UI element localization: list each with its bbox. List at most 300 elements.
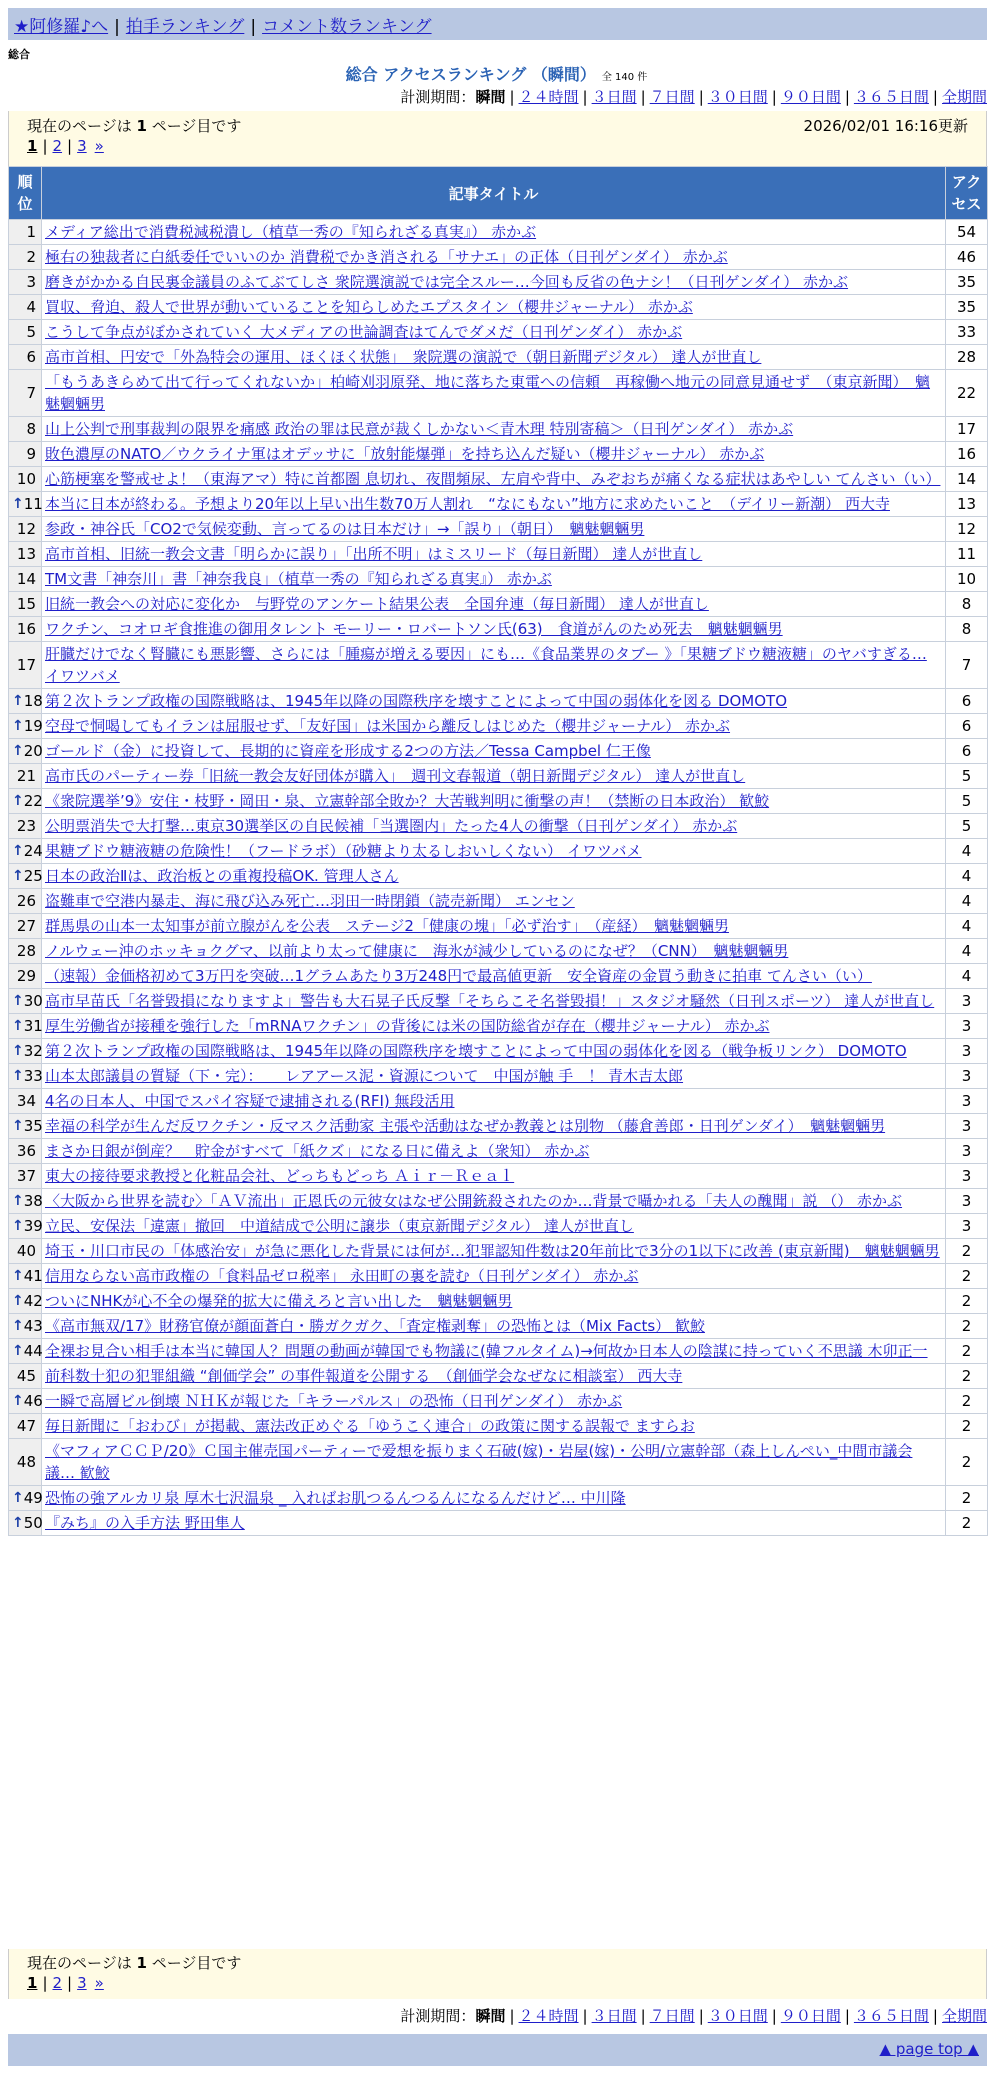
rank-number: 22 bbox=[23, 792, 43, 810]
table-row bbox=[9, 370, 988, 417]
access-count: 33 bbox=[946, 320, 988, 345]
table-row bbox=[9, 517, 988, 542]
access-count: 4 bbox=[946, 914, 988, 939]
article-title-link[interactable]: （速報）金価格初めて3万円を突破…1グラムあたり3万248円で最高値更新 安全資産の金買う動きに拍車 てんさい（い） bbox=[45, 967, 872, 985]
table-row bbox=[9, 295, 988, 320]
article-title-link[interactable]: ゴールド（金）に投資して、長期的に資産を形成する2つの方法／Tessa Campbel 仁王像 bbox=[45, 742, 651, 760]
pager-top bbox=[8, 111, 987, 167]
rank-number: 21 bbox=[16, 767, 36, 785]
period-link-1[interactable]: ２４時間 bbox=[518, 2007, 579, 2025]
article-title-link[interactable]: 厚生労働省が接種を強行した「mRNAワクチン」の背後には米の国防総省が存在（櫻井ジャーナル） 赤かぶ bbox=[45, 1017, 770, 1035]
access-count: 6 bbox=[946, 739, 988, 764]
period-link-7[interactable]: 全期間 bbox=[941, 88, 987, 106]
rank-cell bbox=[9, 789, 42, 814]
access-count: 14 bbox=[946, 467, 988, 492]
article-title-link[interactable]: 買収、脅迫、殺人で世界が動いていることを知らしめたエプスタイン（櫻井ジャーナル） 赤かぶ bbox=[45, 298, 693, 316]
page-top-link[interactable]: ▲ page top ▲ bbox=[879, 2040, 979, 2058]
rank-up-arrow-icon: ↑ bbox=[12, 793, 24, 809]
article-title-link[interactable]: 立民、安保法「違憲」撤回 中道結成で公明に譲歩（東京新聞デジタル） 達人が世直し bbox=[45, 1217, 634, 1235]
rank-number: 7 bbox=[26, 384, 36, 402]
rank-cell bbox=[9, 1389, 42, 1414]
rank-cell bbox=[9, 642, 42, 689]
article-title-link[interactable]: 敗色濃厚のNATO／ウクライナ軍はオデッサに「放射能爆弾」を持ち込んだ疑い（櫻井ジャーナル） 赤かぶ bbox=[45, 445, 765, 463]
table-row bbox=[9, 939, 988, 964]
article-title-link[interactable]: 東大の接待要求教授と化粧品会社、どっちもどっち Ａｉｒ－Ｒｅａｌ bbox=[45, 1167, 515, 1185]
rank-cell bbox=[9, 270, 42, 295]
table-row bbox=[9, 739, 988, 764]
rank-cell bbox=[9, 1339, 42, 1364]
article-title-link[interactable]: こうして争点がぼかされていく 大メディアの世論調査はてんでダメだ（日刊ゲンダイ） 赤かぶ bbox=[45, 323, 683, 341]
article-title-link[interactable]: 第２次トランプ政権の国際戦略は、1945年以降の国際秩序を壊すことによって中国の弱体化を図る DOMOTO bbox=[45, 692, 788, 710]
article-title-link[interactable]: 山上公判で刑事裁判の限界を痛感 政治の罪は民意が裁くしかない＜青木理 特別寄稿＞（日刊ゲンダイ） 赤かぶ bbox=[45, 420, 794, 438]
table-row bbox=[9, 839, 988, 864]
rank-number: 43 bbox=[23, 1317, 43, 1335]
article-title-link[interactable]: 盗難車で空港内暴走、海に飛び込み死亡…羽田一時閉鎖（読売新聞） エンセン bbox=[45, 892, 575, 910]
title-cell bbox=[42, 1189, 946, 1214]
table-header-row bbox=[9, 167, 988, 220]
access-count: 2 bbox=[946, 1264, 988, 1289]
title-cell bbox=[42, 939, 946, 964]
rank-cell bbox=[9, 1014, 42, 1039]
table-row bbox=[9, 1289, 988, 1314]
pagination bbox=[27, 137, 968, 159]
table-row bbox=[9, 542, 988, 567]
rank-cell bbox=[9, 220, 42, 245]
title-cell bbox=[42, 1289, 946, 1314]
page-separator: | bbox=[67, 1974, 73, 1992]
access-count: 8 bbox=[946, 592, 988, 617]
period-separator: | bbox=[844, 88, 850, 106]
rank-cell bbox=[9, 1239, 42, 1264]
article-title-link[interactable]: 公明票消失で大打撃…東京30選挙区の自民候補「当選圏内」たった4人の衝撃（日刊ゲンダイ） 赤かぶ bbox=[45, 817, 738, 835]
article-title-link[interactable]: 磨きがかかる自民裏金議員のふてぶてしさ 衆院選演説では完全スルー…今回も反省の色ナシ！（日刊ゲンダイ） 赤かぶ bbox=[45, 273, 849, 291]
rank-number: 29 bbox=[16, 967, 36, 985]
title-cell bbox=[42, 642, 946, 689]
rank-number: 15 bbox=[16, 595, 36, 613]
article-title-link[interactable]: 4名の日本人、中国でスパイ容疑で逮捕される(RFI) 無段活用 bbox=[45, 1092, 455, 1110]
period-separator: | bbox=[771, 88, 777, 106]
title-cell bbox=[42, 739, 946, 764]
table-row bbox=[9, 1486, 988, 1511]
rank-number: 4 bbox=[26, 298, 36, 316]
title-cell bbox=[42, 764, 946, 789]
rank-up-arrow-icon: ↑ bbox=[12, 718, 24, 734]
access-count: 2 bbox=[946, 1389, 988, 1414]
rank-number: 36 bbox=[16, 1142, 36, 1160]
header-rank: 順位 bbox=[9, 167, 42, 220]
period-separator: | bbox=[844, 2007, 850, 2025]
access-count: 2 bbox=[946, 1239, 988, 1264]
page-title-block bbox=[0, 62, 993, 85]
title-cell bbox=[42, 1139, 946, 1164]
article-title-link[interactable]: 毎日新聞に「おわび」が掲載、憲法改正めぐる「ゆうこく連合」の政策に関する誤報で ますらお bbox=[45, 1417, 695, 1435]
rank-number: 41 bbox=[23, 1267, 43, 1285]
title-cell bbox=[42, 617, 946, 642]
title-cell bbox=[42, 839, 946, 864]
table-row bbox=[9, 567, 988, 592]
table-row bbox=[9, 467, 988, 492]
article-title-link[interactable]: 空母で恫喝してもイランは屈服せず、「友好国」は米国から離反しはじめた（櫻井ジャーナル） 赤かぶ bbox=[45, 717, 731, 735]
title-cell bbox=[42, 689, 946, 714]
table-row bbox=[9, 764, 988, 789]
top-nav-bar bbox=[8, 8, 987, 40]
article-title-link[interactable]: 埼玉・川口市民の「体感治安」が急に悪化した背景には何が…犯罪認知件数は20年前比で3分の1以下に改善 (東京新聞) 魑魅魍魎男 bbox=[45, 1242, 940, 1260]
access-count: 10 bbox=[946, 567, 988, 592]
rank-up-arrow-icon: ↑ bbox=[12, 1393, 24, 1409]
rank-number: 49 bbox=[23, 1489, 43, 1507]
rank-cell bbox=[9, 245, 42, 270]
table-row bbox=[9, 642, 988, 689]
table-row bbox=[9, 1139, 988, 1164]
rank-number: 27 bbox=[16, 917, 36, 935]
rank-up-arrow-icon: ↑ bbox=[12, 1193, 24, 1209]
period-separator: | bbox=[509, 2007, 515, 2025]
title-cell bbox=[42, 295, 946, 320]
article-title-link[interactable]: 恐怖の強アルカリ泉 厚木七沢温泉 _ 入ればお肌つるんつるんになるんだけど… 中川隆 bbox=[45, 1489, 626, 1507]
title-cell bbox=[42, 964, 946, 989]
nav-separator: | bbox=[250, 17, 257, 37]
rank-number: 9 bbox=[26, 445, 36, 463]
article-title-link[interactable]: 極右の独裁者に白紙委任でいいのか 消費税でかき消される「サナエ」の正体（日刊ゲンダイ） 赤かぶ bbox=[45, 248, 728, 266]
access-count: 2 bbox=[946, 1486, 988, 1511]
title-cell bbox=[42, 1214, 946, 1239]
period-link-2[interactable]: ３日間 bbox=[591, 2007, 637, 2025]
article-title-link[interactable]: 《高市無双/17》財務官僚が顔面蒼白・勝ガクガク、「査定権剥奪」の恐怖とは（Mix Facts） 歓鮫 bbox=[45, 1317, 705, 1335]
rank-number: 35 bbox=[23, 1117, 43, 1135]
rank-cell bbox=[9, 1114, 42, 1139]
category-label: 総合 bbox=[8, 48, 30, 61]
rank-number: 40 bbox=[16, 1242, 36, 1260]
page-title: 総合 アクセスランキング （瞬間） bbox=[345, 65, 596, 84]
title-cell bbox=[42, 1414, 946, 1439]
article-title-link[interactable]: 『みち』の入手方法 野田隼人 bbox=[45, 1514, 245, 1532]
period-link-3[interactable]: ７日間 bbox=[649, 88, 695, 106]
rank-up-arrow-icon: ↑ bbox=[12, 1218, 24, 1234]
article-title-link[interactable]: 《衆院選挙’9》安住・枝野・岡田・泉、立憲幹部全敗か？大苦戦判明に衝撃の声！（禁断の日本政治） 歓鮫 bbox=[45, 792, 770, 810]
title-cell bbox=[42, 1339, 946, 1364]
page-current: 1 bbox=[27, 1974, 38, 1992]
access-count: 35 bbox=[946, 270, 988, 295]
table-row bbox=[9, 1064, 988, 1089]
period-link-6[interactable]: ３６５日間 bbox=[853, 88, 929, 106]
page-link-2[interactable]: 2 bbox=[52, 137, 63, 155]
rank-number: 34 bbox=[16, 1092, 36, 1110]
rank-up-arrow-icon: ↑ bbox=[12, 1043, 24, 1059]
article-title-link[interactable]: 高市早苗氏「名誉毀損になりますよ」警告も大石晃子氏反撃「そちらこそ名誉毀損！」スタジオ騒然（日刊スポーツ） 達人が世直し bbox=[45, 992, 935, 1010]
access-count: 7 bbox=[946, 642, 988, 689]
article-title-link[interactable]: 旧統一教会への対応に変化か 与野党のアンケート結果公表 全国弁連（毎日新聞） 達人が世直し bbox=[45, 595, 709, 613]
access-count: 3 bbox=[946, 1189, 988, 1214]
access-count: 54 bbox=[946, 220, 988, 245]
access-count: 2 bbox=[946, 1339, 988, 1364]
page-link-3[interactable]: 3 bbox=[77, 137, 87, 155]
periods-label: 計測期間： bbox=[400, 2007, 476, 2025]
access-count: 16 bbox=[946, 442, 988, 467]
article-title-link[interactable]: ワクチン、コオロギ食推進の御用タレント モーリー・ロバートソン氏(63) 食道がんのため死去 魑魅魍魎男 bbox=[45, 620, 783, 638]
period-link-4[interactable]: ３０日間 bbox=[707, 2007, 768, 2025]
page-separator: | bbox=[42, 137, 48, 155]
rank-cell bbox=[9, 1164, 42, 1189]
rank-cell bbox=[9, 864, 42, 889]
article-title-link[interactable]: ノルウェー沖のホッキョクグマ、以前より太って健康に 海氷が減少しているのになぜ？（CNN） 魑魅魍魎男 bbox=[45, 942, 789, 960]
rank-number: 42 bbox=[23, 1292, 43, 1310]
article-title-link[interactable]: まさか日銀が倒産？ 貯金がすべて「紙クズ」になる日に備えよ（衆知） 赤かぶ bbox=[45, 1142, 590, 1160]
period-separator: | bbox=[698, 88, 704, 106]
access-count: 3 bbox=[946, 1164, 988, 1189]
period-link-3[interactable]: ７日間 bbox=[649, 2007, 695, 2025]
period-current: 瞬間 bbox=[475, 2007, 506, 2025]
access-count: 4 bbox=[946, 839, 988, 864]
pagination-bottom bbox=[27, 1974, 968, 1996]
table-row bbox=[9, 417, 988, 442]
table-row bbox=[9, 1414, 988, 1439]
rank-number: 17 bbox=[16, 656, 36, 674]
rank-number: 19 bbox=[23, 717, 43, 735]
rank-number: 32 bbox=[23, 1042, 43, 1060]
rank-cell bbox=[9, 764, 42, 789]
access-count: 2 bbox=[946, 1289, 988, 1314]
article-title-link[interactable]: 日本の政治Ⅱは、政治板との重複投稿OK. 管理人さん bbox=[45, 867, 399, 885]
table-row bbox=[9, 245, 988, 270]
period-selector-bottom bbox=[400, 2005, 987, 2026]
rank-cell bbox=[9, 714, 42, 739]
table-row bbox=[9, 1189, 988, 1214]
rank-up-arrow-icon: ↑ bbox=[12, 1268, 24, 1284]
article-title-link[interactable]: 第２次トランプ政権の国際戦略は、1945年以降の国際秩序を壊すことによって中国の弱体化を図る（戦争板リンク） DOMOTO bbox=[45, 1042, 907, 1060]
table-row bbox=[9, 1089, 988, 1114]
rank-number: 37 bbox=[16, 1167, 36, 1185]
rank-cell bbox=[9, 1289, 42, 1314]
rank-up-arrow-icon: ↑ bbox=[12, 496, 24, 512]
table-row bbox=[9, 1164, 988, 1189]
rank-number: 16 bbox=[16, 620, 36, 638]
access-count: 11 bbox=[946, 542, 988, 567]
rank-up-arrow-icon: ↑ bbox=[12, 743, 24, 759]
page-link-3[interactable]: 3 bbox=[77, 1974, 87, 1992]
title-cell bbox=[42, 417, 946, 442]
table-row bbox=[9, 1264, 988, 1289]
article-title-link[interactable]: 一瞬で高層ビル倒壊 ＮＨＫが報じた「キラーパルス」の恐怖（日刊ゲンダイ） 赤かぶ bbox=[45, 1392, 623, 1410]
title-cell bbox=[42, 320, 946, 345]
access-count: 4 bbox=[946, 889, 988, 914]
article-title-link[interactable]: 果糖ブドウ糖液糖の危険性！（フードラボ）（砂糖より太るしおいしくない） イワツバメ bbox=[45, 842, 642, 860]
article-title-link[interactable]: 全裸お見合い相手は本当に韓国人？問題の動画が韓国でも物議に(韓フルタイム)→何故か日本人の陰謀に持っていく不思議 木卯正一 bbox=[45, 1342, 928, 1360]
article-title-link[interactable]: 山本太郎議員の質疑（下・完）： レアアース泥・資源について 中国が触 手 ！ 青木吉太郎 bbox=[45, 1067, 684, 1085]
table-row bbox=[9, 1511, 988, 1536]
rank-number: 20 bbox=[23, 742, 43, 760]
page-current: 1 bbox=[27, 137, 38, 155]
rank-cell bbox=[9, 567, 42, 592]
access-count: 3 bbox=[946, 1214, 988, 1239]
rank-up-arrow-icon: ↑ bbox=[12, 1068, 24, 1084]
access-count: 3 bbox=[946, 1089, 988, 1114]
article-title-link[interactable]: 肝臓だけでなく腎臓にも悪影響、さらには「腫瘍が増える要因」にも…《食品業界のタブー 》「果糖ブドウ糖液糖」のヤバすぎる… イワツバメ bbox=[45, 645, 927, 685]
article-title-link[interactable]: 参政・神谷氏「CO2で気候変動、言ってるのは日本だけ」→「誤り」（朝日） 魑魅魍魎男 bbox=[45, 520, 645, 538]
title-cell bbox=[42, 1164, 946, 1189]
table-row bbox=[9, 1014, 988, 1039]
rank-cell bbox=[9, 1214, 42, 1239]
period-selector-top bbox=[400, 86, 987, 107]
rank-up-arrow-icon: ↑ bbox=[12, 868, 24, 884]
title-cell bbox=[42, 592, 946, 617]
access-count: 2 bbox=[946, 1511, 988, 1536]
title-cell bbox=[42, 1239, 946, 1264]
rank-cell bbox=[9, 964, 42, 989]
rank-cell bbox=[9, 1089, 42, 1114]
access-count: 5 bbox=[946, 789, 988, 814]
table-row bbox=[9, 1339, 988, 1364]
table-row bbox=[9, 1214, 988, 1239]
access-count: 28 bbox=[946, 345, 988, 370]
period-separator: | bbox=[582, 2007, 588, 2025]
rank-number: 45 bbox=[16, 1367, 36, 1385]
rank-cell bbox=[9, 914, 42, 939]
article-title-link[interactable]: ついにNHKが心不全の爆発的拡大に備えろと言い出した 魑魅魍魎男 bbox=[45, 1292, 513, 1310]
access-count: 5 bbox=[946, 814, 988, 839]
article-title-link[interactable]: 群馬県の山本一太知事が前立腺がんを公表 ステージ2「健康の塊」「必ず治す」 （産経） 魑魅魍魎男 bbox=[45, 917, 729, 935]
period-separator: | bbox=[932, 88, 938, 106]
access-count: 13 bbox=[946, 492, 988, 517]
rank-number: 44 bbox=[23, 1342, 43, 1360]
article-title-link[interactable]: 「もうあきらめて出て行ってくれないか」柏崎刈羽原発、地に落ちた東電への信頼 再稼働へ地元の同意見通せず （東京新聞） 魑魅魍魎男 bbox=[45, 373, 931, 413]
rank-cell bbox=[9, 417, 42, 442]
rank-number: 5 bbox=[26, 323, 36, 341]
rank-up-arrow-icon: ↑ bbox=[12, 1018, 24, 1034]
nav-link-asyura[interactable]: ★阿修羅♪へ bbox=[14, 17, 109, 37]
title-cell bbox=[42, 1089, 946, 1114]
rank-number: 33 bbox=[23, 1067, 43, 1085]
rank-up-arrow-icon: ↑ bbox=[12, 1490, 24, 1506]
article-title-link[interactable]: 前科数十犯の犯罪組織 “創価学会” の事件報道を公開する （創価学会なぜなに相談室） 西大寺 bbox=[45, 1367, 683, 1385]
article-title-link[interactable]: 信用ならない高市政権の「食料品ゼロ税率」 永田町の裏を読む（日刊ゲンダイ） 赤かぶ bbox=[45, 1267, 639, 1285]
rank-number: 23 bbox=[16, 817, 36, 835]
rank-number: 30 bbox=[23, 992, 43, 1010]
rank-number: 31 bbox=[23, 1017, 43, 1035]
access-count: 3 bbox=[946, 1014, 988, 1039]
title-cell bbox=[42, 492, 946, 517]
rank-up-arrow-icon: ↑ bbox=[12, 1343, 24, 1359]
access-count: 3 bbox=[946, 1114, 988, 1139]
title-cell bbox=[42, 889, 946, 914]
period-link-5[interactable]: ９０日間 bbox=[780, 88, 841, 106]
rank-number: 48 bbox=[16, 1453, 36, 1471]
access-count: 3 bbox=[946, 1139, 988, 1164]
rank-cell bbox=[9, 739, 42, 764]
access-count: 8 bbox=[946, 617, 988, 642]
rank-cell bbox=[9, 1139, 42, 1164]
rank-cell bbox=[9, 492, 42, 517]
access-count: 4 bbox=[946, 964, 988, 989]
access-count: 5 bbox=[946, 764, 988, 789]
rank-cell bbox=[9, 1064, 42, 1089]
article-title-link[interactable]: 心筋梗塞を警戒せよ！（東海アマ）特に首都圏 息切れ、夜間頻尿、左肩や背中、みぞおちが痛くなる症状はあやしい てんさい（い） bbox=[45, 470, 941, 488]
title-cell bbox=[42, 914, 946, 939]
period-link-7[interactable]: 全期間 bbox=[941, 2007, 987, 2025]
access-count: 2 bbox=[946, 1439, 988, 1486]
nav-link-comment-ranking[interactable]: コメント数ランキング bbox=[262, 17, 432, 37]
bottom-bar bbox=[8, 2034, 987, 2066]
access-count: 2 bbox=[946, 1414, 988, 1439]
rank-number: 47 bbox=[16, 1417, 36, 1435]
rank-cell bbox=[9, 889, 42, 914]
rank-cell bbox=[9, 1264, 42, 1289]
period-link-6[interactable]: ３６５日間 bbox=[853, 2007, 929, 2025]
access-count: 35 bbox=[946, 295, 988, 320]
access-count: 6 bbox=[946, 689, 988, 714]
article-title-link[interactable]: 高市氏のパーティー券「旧統一教会友好団体が購入」 週刊文春報道（朝日新聞デジタル） 達人が世直し bbox=[45, 767, 746, 785]
title-cell bbox=[42, 989, 946, 1014]
access-count: 3 bbox=[946, 1039, 988, 1064]
table-row bbox=[9, 989, 988, 1014]
rank-cell bbox=[9, 320, 42, 345]
page-info-bottom: 現在のページは 1 ページ目です bbox=[27, 1954, 242, 1972]
rank-number: 28 bbox=[16, 942, 36, 960]
table-row bbox=[9, 442, 988, 467]
rank-number: 13 bbox=[16, 545, 36, 563]
rank-cell bbox=[9, 517, 42, 542]
rank-up-arrow-icon: ↑ bbox=[12, 693, 24, 709]
title-cell bbox=[42, 270, 946, 295]
rank-cell bbox=[9, 1189, 42, 1214]
page-link-2[interactable]: 2 bbox=[52, 1974, 63, 1992]
title-cell bbox=[42, 1064, 946, 1089]
title-cell bbox=[42, 1389, 946, 1414]
title-cell bbox=[42, 1314, 946, 1339]
period-link-2[interactable]: ３日間 bbox=[591, 88, 637, 106]
article-title-link[interactable]: 本当に日本が終わる。予想より20年以上早い出生数70万人割れ “なにもない”地方に求めたいこと （デイリー新潮） 西大寺 bbox=[45, 495, 890, 513]
table-row bbox=[9, 789, 988, 814]
period-separator: | bbox=[582, 88, 588, 106]
table-row bbox=[9, 1239, 988, 1264]
article-title-link[interactable]: TM文書「神奈川」書「神奈我良」（植草一秀の『知られざる真実』） 赤かぶ bbox=[45, 570, 552, 588]
period-link-1[interactable]: ２４時間 bbox=[518, 88, 579, 106]
period-link-4[interactable]: ３０日間 bbox=[707, 88, 768, 106]
rank-number: 12 bbox=[16, 520, 36, 538]
access-count: 17 bbox=[946, 417, 988, 442]
rank-number: 26 bbox=[16, 892, 36, 910]
rank-up-arrow-icon: ↑ bbox=[12, 1318, 24, 1334]
rank-cell bbox=[9, 442, 42, 467]
article-title-link[interactable]: 〈大阪から世界を読む〉「ＡＶ流出」正恩氏の元彼女はなぜ公開銃殺されたのか…背景で囁かれる「夫人の醜聞」説 （） 赤かぶ bbox=[45, 1192, 903, 1210]
period-current: 瞬間 bbox=[475, 88, 506, 106]
title-cell bbox=[42, 1114, 946, 1139]
title-cell bbox=[42, 220, 946, 245]
table-row bbox=[9, 714, 988, 739]
header-title: 記事タイトル bbox=[42, 167, 946, 220]
article-title-link[interactable]: 《マフィアＣＣＰ/20》Ｃ国主催売国パーティーで爱想を振りまく石破(嫁)・岩屋(嫁)・公明/立憲幹部（森上しんぺい_中間市議会議… 歓鮫 bbox=[45, 1442, 913, 1482]
table-row bbox=[9, 1314, 988, 1339]
rank-number: 11 bbox=[23, 495, 43, 513]
title-cell bbox=[42, 542, 946, 567]
period-link-5[interactable]: ９０日間 bbox=[780, 2007, 841, 2025]
title-cell bbox=[42, 442, 946, 467]
access-count: 12 bbox=[946, 517, 988, 542]
rank-cell bbox=[9, 1486, 42, 1511]
rank-number: 6 bbox=[26, 348, 36, 366]
title-cell bbox=[42, 370, 946, 417]
article-title-link[interactable]: 高市首相、円安で「外為特会の運用、ほくほく状態」 衆院選の演説で（朝日新聞デジタル） 達人が世直し bbox=[45, 348, 762, 366]
nav-link-applause-ranking[interactable]: 拍手ランキング bbox=[125, 17, 245, 37]
article-title-link[interactable]: 幸福の科学が生んだ反ワクチン・反マスク活動家 主張や活動はなぜか教義とは別物 （藤倉善郎・日刊ゲンダイ） 魑魅魍魎男 bbox=[45, 1117, 886, 1135]
page-next-link[interactable]: » bbox=[94, 137, 104, 155]
article-title-link[interactable]: メディア総出で消費税減税潰し（植草一秀の『知られざる真実』） 赤かぶ bbox=[45, 223, 537, 241]
table-row bbox=[9, 320, 988, 345]
rank-number: 46 bbox=[23, 1392, 43, 1410]
title-cell bbox=[42, 567, 946, 592]
page-next-link[interactable]: » bbox=[94, 1974, 104, 1992]
article-title-link[interactable]: 高市首相、旧統一教会文書「明らかに誤り」「出所不明」はミスリード（毎日新聞） 達人が世直し bbox=[45, 545, 703, 563]
rank-cell bbox=[9, 592, 42, 617]
